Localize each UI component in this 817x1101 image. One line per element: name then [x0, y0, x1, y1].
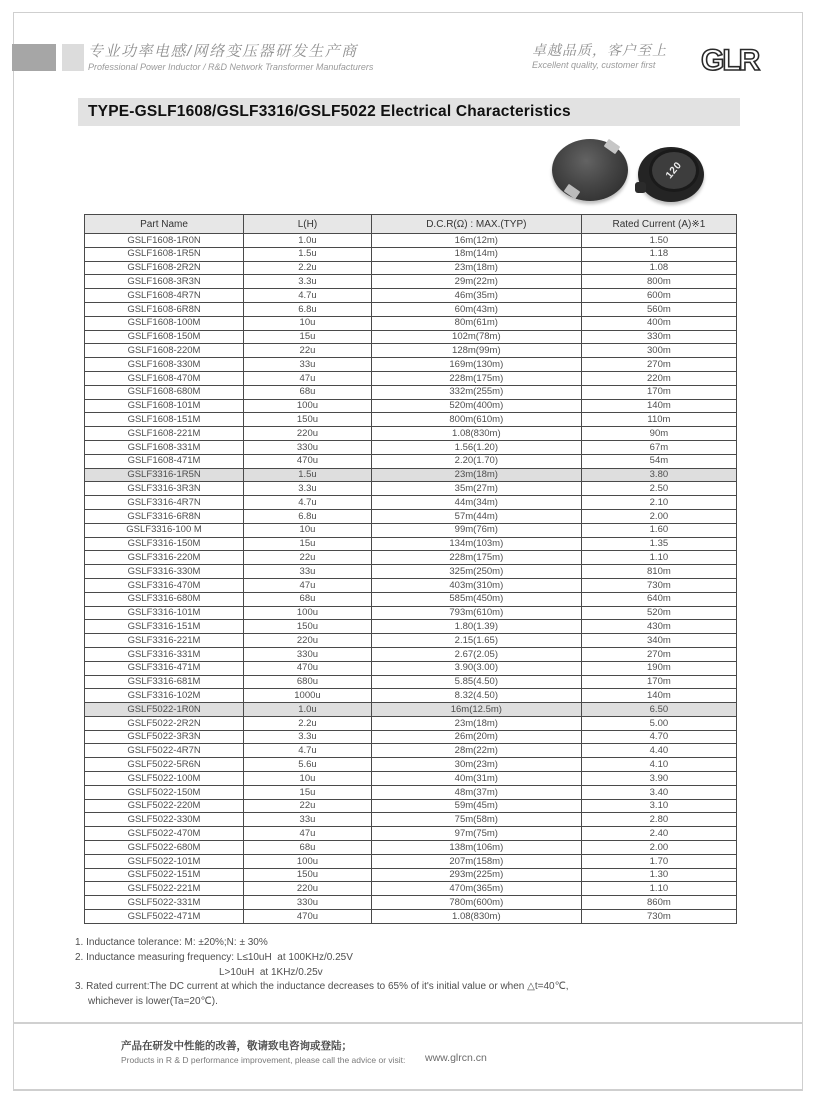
table-cell: 1.10 — [581, 551, 736, 565]
table-cell: 3.3u — [244, 482, 372, 496]
table-cell: GSLF1608-2R2N — [85, 261, 244, 275]
table-row — [85, 358, 737, 372]
table-cell: GSLF3316-4R7N — [85, 496, 244, 510]
page-title: TYPE-GSLF1608/GSLF3316/GSLF5022 Electrical Characteristics — [88, 103, 571, 120]
table-cell: 33u — [244, 813, 372, 827]
table-cell: 2.50 — [581, 482, 736, 496]
table-cell: 169m(130m) — [371, 358, 581, 372]
table-cell: 150u — [244, 868, 372, 882]
table-cell: 470m(365m) — [371, 882, 581, 896]
col-header-part-name: Part Name — [85, 215, 244, 234]
table-cell: 68u — [244, 592, 372, 606]
table-cell: 67m — [581, 440, 736, 454]
table-cell: GSLF1608-680M — [85, 385, 244, 399]
table-cell: GSLF3316-220M — [85, 551, 244, 565]
table-row — [85, 661, 737, 675]
table-cell: 1.30 — [581, 868, 736, 882]
table-row — [85, 454, 737, 468]
table-cell: 3.90(3.00) — [371, 661, 581, 675]
table-row — [85, 247, 737, 261]
table-cell: 170m — [581, 675, 736, 689]
table-cell: 220u — [244, 882, 372, 896]
col-header-dcr: D.C.R(Ω) : MAX.(TYP) — [371, 215, 581, 234]
table-cell: 60m(43m) — [371, 302, 581, 316]
table-cell: 10u — [244, 316, 372, 330]
table-row — [85, 537, 737, 551]
table-row — [85, 482, 737, 496]
table-cell: 1.18 — [581, 247, 736, 261]
table-row — [85, 841, 737, 855]
table-cell: 640m — [581, 592, 736, 606]
table-cell: 4.7u — [244, 289, 372, 303]
table-cell: GSLF5022-4R7N — [85, 744, 244, 758]
table-cell: 15u — [244, 330, 372, 344]
footnotes — [75, 936, 569, 1010]
table-cell: 3.10 — [581, 799, 736, 813]
table-cell: 300m — [581, 344, 736, 358]
table-cell: GSLF1608-220M — [85, 344, 244, 358]
table-row — [85, 675, 737, 689]
table-row — [85, 896, 737, 910]
table-cell: 26m(20m) — [371, 730, 581, 744]
table-cell: 1.0u — [244, 234, 372, 248]
table-cell: GSLF5022-150M — [85, 785, 244, 799]
table-cell: GSLF5022-470M — [85, 827, 244, 841]
table-cell: 99m(76m) — [371, 523, 581, 537]
table-cell: 1.10 — [581, 882, 736, 896]
table-cell: 2.00 — [581, 509, 736, 523]
inductor-photo-left — [552, 139, 628, 201]
table-row — [85, 565, 737, 579]
table-cell: GSLF3316-221M — [85, 634, 244, 648]
table-cell: 97m(75m) — [371, 827, 581, 841]
table-cell: GSLF1608-101M — [85, 399, 244, 413]
table-cell: 3.80 — [581, 468, 736, 482]
table-row — [85, 882, 737, 896]
table-cell: GSLF3316-150M — [85, 537, 244, 551]
inductor-top-face — [649, 149, 699, 192]
table-row — [85, 703, 737, 717]
table-cell: 47u — [244, 827, 372, 841]
table-cell: GSLF5022-220M — [85, 799, 244, 813]
table-cell: 400m — [581, 316, 736, 330]
table-row — [85, 275, 737, 289]
table-row — [85, 634, 737, 648]
table-cell: GSLF3316-3R3N — [85, 482, 244, 496]
table-cell: 1.70 — [581, 854, 736, 868]
table-row — [85, 468, 737, 482]
table-cell: GSLF5022-221M — [85, 882, 244, 896]
table-cell: 35m(27m) — [371, 482, 581, 496]
table-cell: 100u — [244, 399, 372, 413]
table-cell: 4.7u — [244, 496, 372, 510]
table-cell: 3.90 — [581, 772, 736, 786]
table-cell: 220u — [244, 427, 372, 441]
table-cell: GSLF1608-331M — [85, 440, 244, 454]
table-cell: 330u — [244, 440, 372, 454]
table-cell: 220u — [244, 634, 372, 648]
table-cell: 75m(58m) — [371, 813, 581, 827]
footer-divider — [13, 1022, 803, 1024]
table-cell: 270m — [581, 647, 736, 661]
svg-text:GLR: GLR — [701, 44, 759, 77]
table-cell: GSLF1608-471M — [85, 454, 244, 468]
table-cell: GSLF3316-151M — [85, 620, 244, 634]
table-row — [85, 399, 737, 413]
table-cell: GSLF5022-331M — [85, 896, 244, 910]
table-row — [85, 772, 737, 786]
table-cell: 138m(106m) — [371, 841, 581, 855]
table-cell: 47u — [244, 371, 372, 385]
table-row — [85, 289, 737, 303]
table-cell: 560m — [581, 302, 736, 316]
table-cell: 293m(225m) — [371, 868, 581, 882]
table-cell: 140m — [581, 689, 736, 703]
table-cell: 1.08(830m) — [371, 910, 581, 924]
table-cell: 10u — [244, 523, 372, 537]
table-cell: GSLF1608-100M — [85, 316, 244, 330]
table-cell: 228m(175m) — [371, 371, 581, 385]
table-cell: 520m(400m) — [371, 399, 581, 413]
table-cell: 15u — [244, 785, 372, 799]
note-line: 2. Inductance measuring frequency: L≤10uH at 100KHz/0.25V — [75, 951, 353, 963]
table-cell: 810m — [581, 565, 736, 579]
table-cell: 1.08 — [581, 261, 736, 275]
table-cell: 54m — [581, 454, 736, 468]
footer-note-en: Products in R & D performance improvement, please call the advice or visit: — [121, 1055, 406, 1065]
table-cell: 340m — [581, 634, 736, 648]
table-cell: 28m(22m) — [371, 744, 581, 758]
table-cell: GSLF5022-2R2N — [85, 716, 244, 730]
table-cell: 330m — [581, 330, 736, 344]
table-cell: 585m(450m) — [371, 592, 581, 606]
table-cell: 102m(78m) — [371, 330, 581, 344]
table-cell: 23m(18m) — [371, 716, 581, 730]
table-cell: 793m(610m) — [371, 606, 581, 620]
table-cell: 1.08(830m) — [371, 427, 581, 441]
table-cell: 2.67(2.05) — [371, 647, 581, 661]
table-cell: 8.32(4.50) — [371, 689, 581, 703]
title-bar — [78, 98, 740, 126]
table-row — [85, 592, 737, 606]
table-cell: 1000u — [244, 689, 372, 703]
table-cell: 220m — [581, 371, 736, 385]
table-cell: 1.5u — [244, 247, 372, 261]
table-cell: 100u — [244, 854, 372, 868]
company-name-en: Professional Power Inductor / R&D Network Transformer Manufacturers — [88, 62, 374, 72]
table-row — [85, 910, 737, 924]
note-line: whichever is lower(Ta=20℃). — [88, 996, 218, 1008]
table-cell: 5.00 — [581, 716, 736, 730]
table-cell: 10u — [244, 772, 372, 786]
table-cell: GSLF3316-680M — [85, 592, 244, 606]
table-cell: 800m — [581, 275, 736, 289]
table-cell: 430m — [581, 620, 736, 634]
table-cell: 207m(158m) — [371, 854, 581, 868]
table-cell: GSLF5022-151M — [85, 868, 244, 882]
spec-table-body — [85, 234, 737, 924]
glr-logo-icon — [698, 38, 764, 82]
table-cell: 59m(45m) — [371, 799, 581, 813]
table-row — [85, 578, 737, 592]
table-row — [85, 509, 737, 523]
table-row — [85, 744, 737, 758]
table-cell: 780m(600m) — [371, 896, 581, 910]
table-row — [85, 813, 737, 827]
table-cell: 2.2u — [244, 261, 372, 275]
table-cell: 3.40 — [581, 785, 736, 799]
table-cell: 228m(175m) — [371, 551, 581, 565]
table-cell: 23m(18m) — [371, 468, 581, 482]
table-cell: 5.6u — [244, 758, 372, 772]
table-cell: 22u — [244, 799, 372, 813]
table-cell: 23m(18m) — [371, 261, 581, 275]
table-cell: 403m(310m) — [371, 578, 581, 592]
table-cell: 4.10 — [581, 758, 736, 772]
table-cell: 330u — [244, 647, 372, 661]
table-cell: 520m — [581, 606, 736, 620]
table-cell: 332m(255m) — [371, 385, 581, 399]
table-cell: 4.7u — [244, 744, 372, 758]
header-dark-square — [12, 44, 56, 71]
table-row — [85, 261, 737, 275]
table-cell: 80m(61m) — [371, 316, 581, 330]
table-cell: 29m(22m) — [371, 275, 581, 289]
table-cell: 470u — [244, 661, 372, 675]
table-cell: 730m — [581, 578, 736, 592]
table-cell: 68u — [244, 385, 372, 399]
table-row — [85, 344, 737, 358]
table-cell: 33u — [244, 565, 372, 579]
table-cell: GSLF1608-221M — [85, 427, 244, 441]
table-cell: 18m(14m) — [371, 247, 581, 261]
table-cell: 2.00 — [581, 841, 736, 855]
table-cell: 3.3u — [244, 730, 372, 744]
table-cell: 2.40 — [581, 827, 736, 841]
table-cell: 2.15(1.65) — [371, 634, 581, 648]
col-header-inductance: L(H) — [244, 215, 372, 234]
table-row — [85, 868, 737, 882]
table-cell: 2.2u — [244, 716, 372, 730]
company-name-zh: 专业功率电感/网络变压器研发生产商 — [88, 43, 358, 60]
table-cell: GSLF1608-470M — [85, 371, 244, 385]
table-row — [85, 647, 737, 661]
table-cell: GSLF1608-1R0N — [85, 234, 244, 248]
table-cell: GSLF3316-331M — [85, 647, 244, 661]
table-cell: GSLF1608-1R5N — [85, 247, 244, 261]
table-row — [85, 385, 737, 399]
table-cell: GSLF5022-471M — [85, 910, 244, 924]
table-cell: 270m — [581, 358, 736, 372]
table-row — [85, 440, 737, 454]
table-row — [85, 551, 737, 565]
table-cell: 2.80 — [581, 813, 736, 827]
table-row — [85, 785, 737, 799]
table-cell: 600m — [581, 289, 736, 303]
table-cell: 140m — [581, 399, 736, 413]
table-cell: 470u — [244, 454, 372, 468]
table-cell: 1.80(1.39) — [371, 620, 581, 634]
table-row — [85, 234, 737, 248]
table-cell: 1.50 — [581, 234, 736, 248]
table-row — [85, 827, 737, 841]
table-cell: GSLF3316-101M — [85, 606, 244, 620]
slogan-en: Excellent quality, customer first — [532, 60, 656, 70]
table-cell: GSLF5022-3R3N — [85, 730, 244, 744]
table-row — [85, 330, 737, 344]
table-cell: 16m(12.5m) — [371, 703, 581, 717]
table-cell: 150u — [244, 620, 372, 634]
table-row — [85, 799, 737, 813]
table-cell: GSLF5022-680M — [85, 841, 244, 855]
table-cell: GSLF1608-4R7N — [85, 289, 244, 303]
table-cell: 128m(99m) — [371, 344, 581, 358]
footer-note-zh: 产品在研发中性能的改善，敬请致电咨询或登陆； — [121, 1040, 352, 1052]
table-cell: GSLF3316-100 M — [85, 523, 244, 537]
table-cell: 190m — [581, 661, 736, 675]
table-cell: 6.8u — [244, 509, 372, 523]
table-cell: GSLF3316-330M — [85, 565, 244, 579]
table-cell: 1.56(1.20) — [371, 440, 581, 454]
table-row — [85, 413, 737, 427]
table-row — [85, 716, 737, 730]
table-cell: GSLF1608-150M — [85, 330, 244, 344]
table-cell: 470u — [244, 910, 372, 924]
table-row — [85, 427, 737, 441]
note-line: 3. Rated current:The DC current at which the inductance decreases to 65% of it's initial value or when △t=40℃, — [75, 981, 569, 993]
table-cell: GSLF3316-102M — [85, 689, 244, 703]
table-cell: GSLF5022-5R6N — [85, 758, 244, 772]
table-cell: 2.20(1.70) — [371, 454, 581, 468]
table-cell: 16m(12m) — [371, 234, 581, 248]
table-row — [85, 758, 737, 772]
table-cell: 68u — [244, 841, 372, 855]
table-cell: 46m(35m) — [371, 289, 581, 303]
terminal-nub — [635, 182, 646, 193]
table-row — [85, 316, 737, 330]
table-cell: 5.85(4.50) — [371, 675, 581, 689]
table-cell: 330u — [244, 896, 372, 910]
table-row — [85, 730, 737, 744]
table-cell: 3.3u — [244, 275, 372, 289]
table-row — [85, 523, 737, 537]
table-cell: GSLF3316-681M — [85, 675, 244, 689]
table-cell: GSLF3316-1R5N — [85, 468, 244, 482]
table-row — [85, 689, 737, 703]
header-light-square — [62, 44, 84, 71]
table-cell: GSLF1608-6R8N — [85, 302, 244, 316]
table-cell: 150u — [244, 413, 372, 427]
table-row — [85, 371, 737, 385]
table-cell: 90m — [581, 427, 736, 441]
note-line: L>10uH at 1KHz/0.25v — [219, 966, 323, 978]
table-cell: GSLF5022-100M — [85, 772, 244, 786]
table-cell: 44m(34m) — [371, 496, 581, 510]
table-cell: 800m(610m) — [371, 413, 581, 427]
inductor-photo-right — [638, 147, 704, 202]
note-line: 1. Inductance tolerance: M: ±20%;N: ± 30% — [75, 937, 268, 948]
table-cell: 1.0u — [244, 703, 372, 717]
table-cell: GSLF5022-101M — [85, 854, 244, 868]
table-header-row — [85, 215, 737, 234]
table-cell: 1.60 — [581, 523, 736, 537]
inductor-marking: 120 — [663, 159, 685, 182]
spec-table — [84, 214, 737, 924]
table-cell: 48m(37m) — [371, 785, 581, 799]
table-cell: GSLF1608-3R3N — [85, 275, 244, 289]
table-cell: 30m(23m) — [371, 758, 581, 772]
table-cell: GSLF3316-471M — [85, 661, 244, 675]
table-cell: 4.40 — [581, 744, 736, 758]
table-cell: GSLF3316-470M — [85, 578, 244, 592]
table-row — [85, 302, 737, 316]
table-cell: GSLF5022-330M — [85, 813, 244, 827]
table-cell: 2.10 — [581, 496, 736, 510]
footer-website-link[interactable]: www.glrcn.cn — [425, 1052, 487, 1064]
table-cell: GSLF5022-1R0N — [85, 703, 244, 717]
table-row — [85, 620, 737, 634]
slogan-zh: 卓越品质，客户至上 — [532, 42, 667, 58]
table-cell: 730m — [581, 910, 736, 924]
table-cell: 40m(31m) — [371, 772, 581, 786]
table-cell: 860m — [581, 896, 736, 910]
table-cell: 6.8u — [244, 302, 372, 316]
table-cell: 325m(250m) — [371, 565, 581, 579]
table-cell: 33u — [244, 358, 372, 372]
table-cell: GSLF1608-151M — [85, 413, 244, 427]
table-cell: 1.35 — [581, 537, 736, 551]
table-cell: 22u — [244, 551, 372, 565]
table-cell: 15u — [244, 537, 372, 551]
col-header-rated-current: Rated Current (A)※1 — [581, 215, 736, 234]
table-cell: 4.70 — [581, 730, 736, 744]
table-cell: 170m — [581, 385, 736, 399]
table-cell: 680u — [244, 675, 372, 689]
table-cell: GSLF1608-330M — [85, 358, 244, 372]
table-cell: 47u — [244, 578, 372, 592]
table-cell: 57m(44m) — [371, 509, 581, 523]
table-cell: GSLF3316-6R8N — [85, 509, 244, 523]
table-cell: 110m — [581, 413, 736, 427]
table-row — [85, 496, 737, 510]
table-row — [85, 854, 737, 868]
table-row — [85, 606, 737, 620]
table-cell: 6.50 — [581, 703, 736, 717]
table-cell: 1.5u — [244, 468, 372, 482]
table-cell: 22u — [244, 344, 372, 358]
table-cell: 134m(103m) — [371, 537, 581, 551]
table-cell: 100u — [244, 606, 372, 620]
